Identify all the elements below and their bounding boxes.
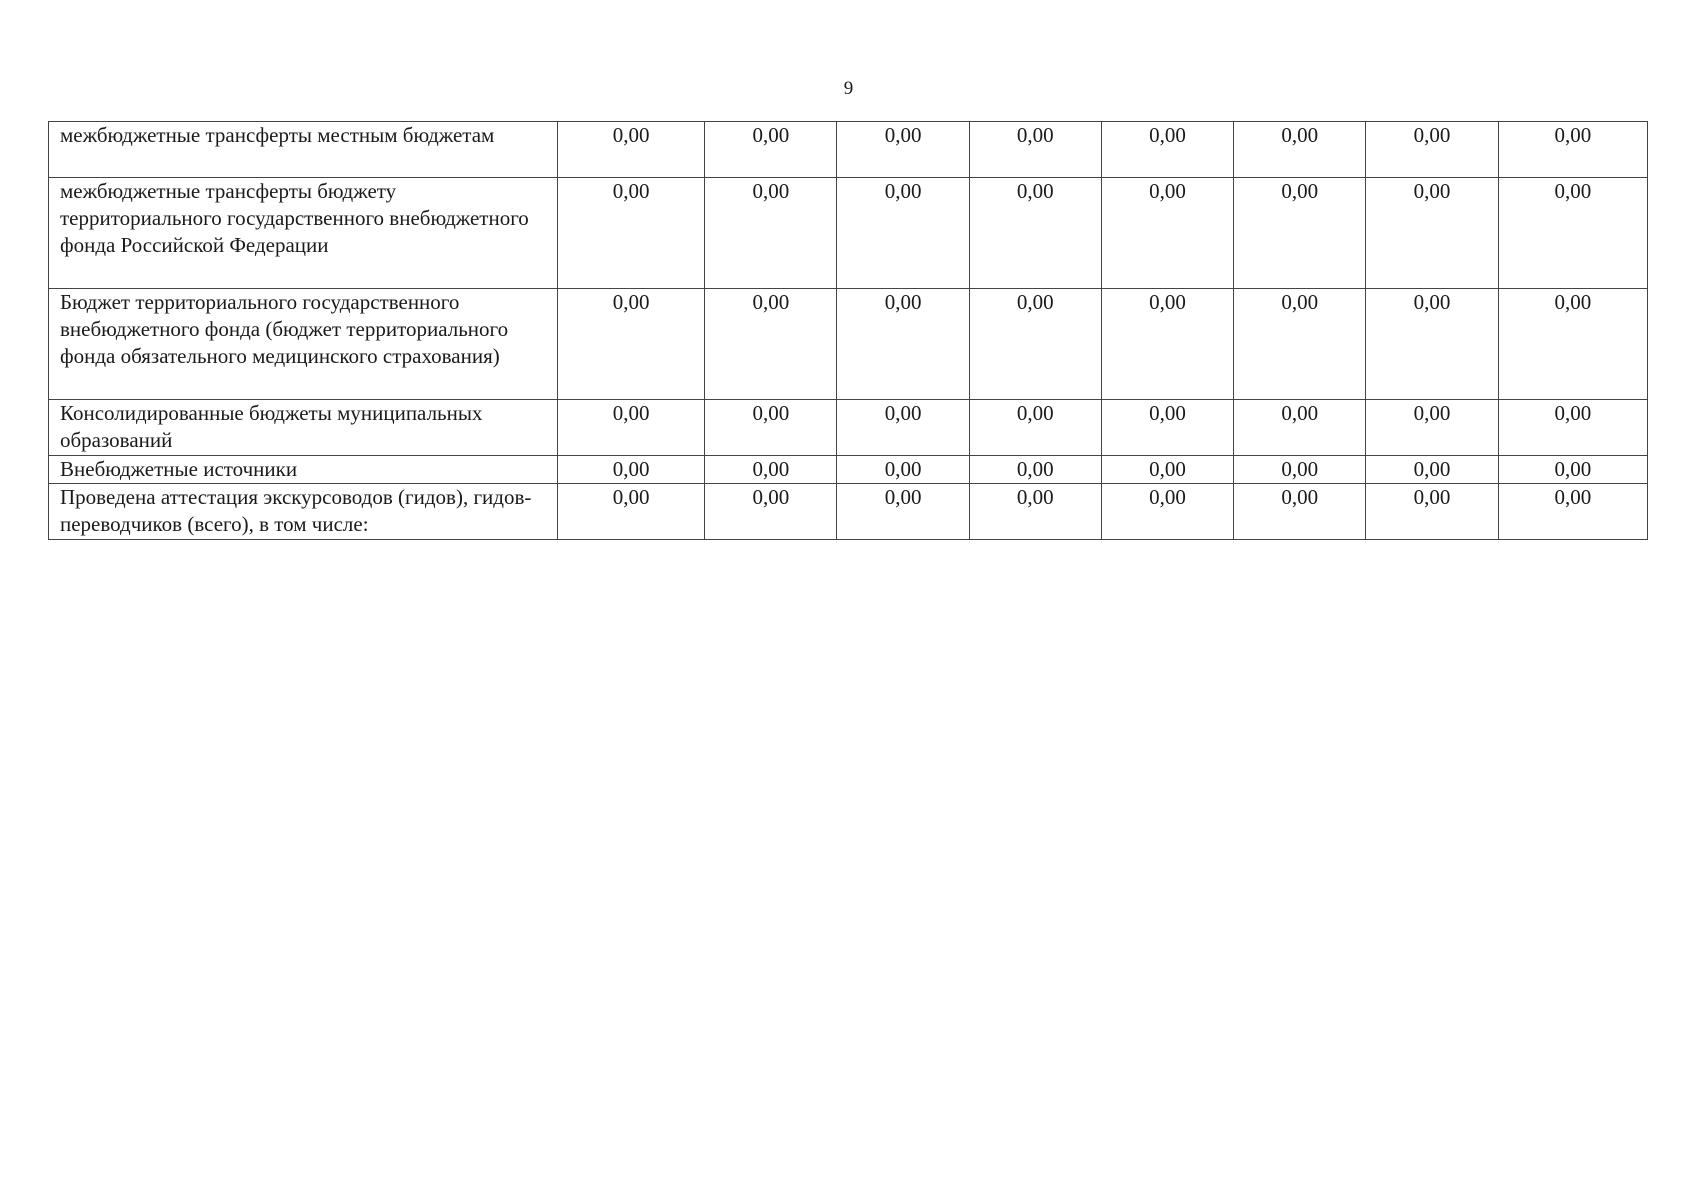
value-cell: 0,00 <box>1234 178 1366 289</box>
row-label: Бюджет территориального государственного внебюджетного фонда (бюджет территориального фонда обязательного медицинского страхования) <box>49 289 558 400</box>
value-cell: 0,00 <box>1101 456 1233 484</box>
value-cell: 0,00 <box>1101 122 1233 178</box>
value-cell: 0,00 <box>1366 400 1498 456</box>
value-cell: 0,00 <box>557 289 704 400</box>
value-cell: 0,00 <box>1234 289 1366 400</box>
value-cell: 0,00 <box>1101 484 1233 540</box>
value-cell: 0,00 <box>1498 484 1647 540</box>
value-cell: 0,00 <box>1101 400 1233 456</box>
value-cell: 0,00 <box>557 484 704 540</box>
value-cell: 0,00 <box>1101 289 1233 400</box>
table-row <box>49 122 1648 178</box>
value-cell: 0,00 <box>705 400 837 456</box>
row-label: Проведена аттестация экскурсоводов (гидов), гидов-переводчиков (всего), в том числе: <box>49 484 558 540</box>
value-cell: 0,00 <box>705 178 837 289</box>
value-cell: 0,00 <box>969 484 1101 540</box>
value-cell: 0,00 <box>837 122 969 178</box>
table-row <box>49 456 1648 484</box>
value-cell: 0,00 <box>837 289 969 400</box>
page-number: 9 <box>843 78 854 99</box>
value-cell: 0,00 <box>969 456 1101 484</box>
value-cell: 0,00 <box>557 122 704 178</box>
value-cell: 0,00 <box>705 122 837 178</box>
row-label: Консолидированные бюджеты муниципальных образований <box>49 400 558 456</box>
value-cell: 0,00 <box>1101 178 1233 289</box>
row-label: Внебюджетные источники <box>49 456 558 484</box>
table-row <box>49 400 1648 456</box>
value-cell: 0,00 <box>1498 400 1647 456</box>
value-cell: 0,00 <box>1366 178 1498 289</box>
value-cell: 0,00 <box>1234 400 1366 456</box>
value-cell: 0,00 <box>1498 122 1647 178</box>
value-cell: 0,00 <box>557 178 704 289</box>
value-cell: 0,00 <box>1366 122 1498 178</box>
value-cell: 0,00 <box>837 456 969 484</box>
value-cell: 0,00 <box>705 289 837 400</box>
table-row <box>49 484 1648 540</box>
value-cell: 0,00 <box>557 400 704 456</box>
table-row <box>49 178 1648 289</box>
table-row <box>49 289 1648 400</box>
value-cell: 0,00 <box>969 122 1101 178</box>
row-label: межбюджетные трансферты местным бюджетам <box>49 122 558 178</box>
value-cell: 0,00 <box>1366 289 1498 400</box>
value-cell: 0,00 <box>705 456 837 484</box>
value-cell: 0,00 <box>1498 456 1647 484</box>
value-cell: 0,00 <box>557 456 704 484</box>
value-cell: 0,00 <box>705 484 837 540</box>
row-label: межбюджетные трансферты бюджету территориального государственного внебюджетного фонда Российской Федерации <box>49 178 558 289</box>
value-cell: 0,00 <box>1366 456 1498 484</box>
budget-table <box>48 121 1648 540</box>
value-cell: 0,00 <box>837 178 969 289</box>
value-cell: 0,00 <box>1498 178 1647 289</box>
value-cell: 0,00 <box>837 484 969 540</box>
value-cell: 0,00 <box>969 400 1101 456</box>
value-cell: 0,00 <box>969 178 1101 289</box>
value-cell: 0,00 <box>837 400 969 456</box>
value-cell: 0,00 <box>1234 456 1366 484</box>
value-cell: 0,00 <box>1234 122 1366 178</box>
value-cell: 0,00 <box>1498 289 1647 400</box>
value-cell: 0,00 <box>1234 484 1366 540</box>
value-cell: 0,00 <box>969 289 1101 400</box>
value-cell: 0,00 <box>1366 484 1498 540</box>
